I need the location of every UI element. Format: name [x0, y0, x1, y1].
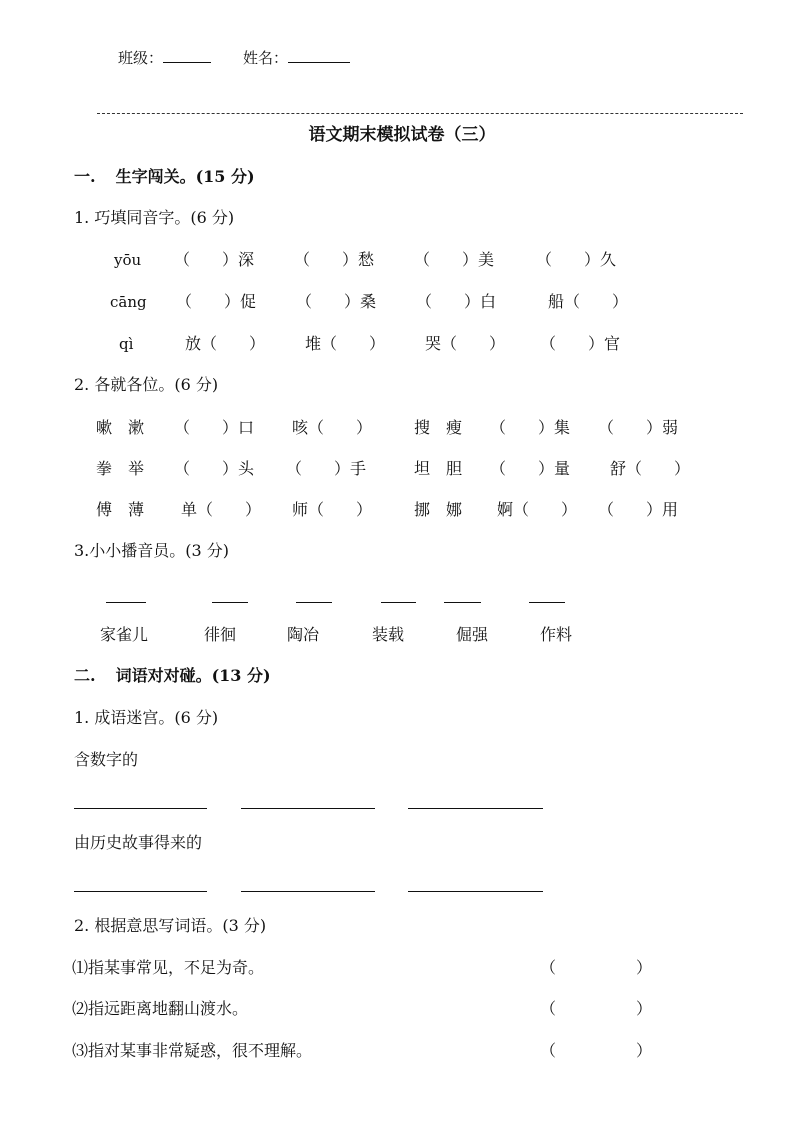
q1-row-2-item-4[interactable]: 船（ ）	[548, 292, 629, 311]
q1-row-3-item-1[interactable]: 放（ ）	[185, 334, 266, 353]
q2-row-2-pair-2: 坦 胆	[414, 459, 463, 478]
q1-row-1-pinyin: yōu	[114, 251, 142, 269]
idiom-history-line-3[interactable]	[408, 891, 543, 892]
q2-row-1-blank-c[interactable]: （ ）集	[490, 418, 571, 437]
s2-q2-item-2-blank[interactable]: （ ）	[540, 999, 653, 1018]
q2-row-3-blank-b[interactable]: 师（ ）	[292, 500, 373, 519]
q2-row-1-blank-a[interactable]: （ ）口	[174, 418, 255, 437]
s2-q1-category-1: 含数字的	[74, 750, 139, 769]
q1-row-3-item-4[interactable]: （ ）官	[540, 334, 621, 353]
section1-title: 生字闯关。(15 分)	[115, 167, 255, 186]
section1-number: 一.	[74, 167, 96, 186]
q2-row-1-pair-1: 嗽 漱	[96, 418, 145, 437]
q2-row-2-pair-1: 拳 举	[96, 459, 145, 478]
q1-row-2-item-2[interactable]: （ ）桑	[296, 292, 377, 311]
q2-title: 2. 各就各位。(6 分)	[74, 375, 219, 394]
s2-q1-category-2: 由历史故事得来的	[74, 833, 203, 852]
section2-heading	[74, 666, 271, 686]
q2-row-1-blank-d[interactable]: （ ）弱	[598, 418, 679, 437]
q3-answer-line-6[interactable]	[529, 602, 565, 603]
q3-answer-line-1[interactable]	[106, 602, 146, 603]
q3-answer-line-5[interactable]	[444, 602, 481, 603]
q1-row-1-item-1[interactable]: （ ）深	[174, 250, 255, 269]
q1-row-3-pinyin: qì	[119, 335, 134, 353]
s2-q2-item-1-blank[interactable]: （ ）	[540, 958, 653, 977]
s2-q2-item-2-text: ⑵指远距离地翻山渡水。	[72, 999, 249, 1018]
class-blank[interactable]	[163, 48, 211, 63]
s2-q1-title: 1. 成语迷宫。(6 分)	[74, 708, 219, 727]
q3-word-5: 倔强	[456, 625, 489, 644]
q1-row-3-item-3[interactable]: 哭（ ）	[425, 334, 506, 353]
q3-word-2: 徘徊	[204, 625, 237, 644]
s2-q2-title: 2. 根据意思写词语。(3 分)	[74, 916, 267, 935]
q1-row-3-item-2[interactable]: 堆（ ）	[305, 334, 386, 353]
q1-row-2-pinyin: cāng	[110, 293, 147, 311]
q2-row-3-blank-a[interactable]: 单（ ）	[181, 500, 262, 519]
q1-row-1-item-3[interactable]: （ ）美	[414, 250, 495, 269]
q1-row-1-item-2[interactable]: （ ）愁	[294, 250, 375, 269]
q2-row-2-blank-c[interactable]: （ ）量	[490, 459, 571, 478]
s2-q2-item-3-blank[interactable]: （ ）	[540, 1041, 653, 1060]
q1-row-1-item-4[interactable]: （ ）久	[536, 250, 617, 269]
name-field	[243, 48, 350, 68]
idiom-history-line-2[interactable]	[241, 891, 375, 892]
s2-q2-item-1-text: ⑴指某事常见，不足为奇。	[72, 958, 265, 977]
q3-answer-line-4[interactable]	[381, 602, 416, 603]
s2-q2-item-3-text: ⑶指对某事非常疑惑，很不理解。	[72, 1041, 313, 1060]
class-label: 班级：	[118, 49, 164, 67]
q3-word-3: 陶冶	[287, 625, 320, 644]
q1-title: 1. 巧填同音字。(6 分)	[74, 208, 235, 227]
q2-row-3-pair-1: 傅 薄	[96, 500, 145, 519]
idiom-number-line-2[interactable]	[241, 808, 375, 809]
q2-row-2-blank-a[interactable]: （ ）头	[174, 459, 255, 478]
name-blank[interactable]	[288, 48, 350, 63]
q2-row-3-pair-2: 挪 娜	[414, 500, 463, 519]
page-title: 语文期末模拟试卷（三）	[308, 125, 496, 145]
cut-line-divider	[97, 113, 743, 114]
section1-heading	[74, 167, 255, 187]
name-label: 姓名：	[243, 49, 289, 67]
q2-row-2-blank-b[interactable]: （ ）手	[286, 459, 367, 478]
section2-number: 二.	[74, 666, 96, 685]
q3-word-1: 家雀儿	[100, 625, 149, 644]
q2-row-1-blank-b[interactable]: 咳（ ）	[292, 418, 373, 437]
q3-answer-line-2[interactable]	[212, 602, 248, 603]
q3-word-4: 装载	[372, 625, 405, 644]
q2-row-3-blank-d[interactable]: （ ）用	[598, 500, 679, 519]
q2-row-1-pair-2: 搜 瘦	[414, 418, 463, 437]
idiom-number-line-3[interactable]	[408, 808, 543, 809]
idiom-number-line-1[interactable]	[74, 808, 207, 809]
idiom-history-line-1[interactable]	[74, 891, 207, 892]
section2-title: 词语对对碰。(13 分)	[115, 666, 271, 685]
q1-row-2-item-1[interactable]: （ ）促	[176, 292, 257, 311]
q3-title: 3.小小播音员。(3 分)	[74, 541, 230, 560]
q2-row-3-blank-c[interactable]: 婀（ ）	[497, 500, 578, 519]
q2-row-2-blank-d[interactable]: 舒（ ）	[610, 459, 691, 478]
class-field	[118, 48, 211, 68]
q1-row-2-item-3[interactable]: （ ）白	[416, 292, 497, 311]
q3-word-6: 作料	[540, 625, 573, 644]
q3-answer-line-3[interactable]	[296, 602, 332, 603]
